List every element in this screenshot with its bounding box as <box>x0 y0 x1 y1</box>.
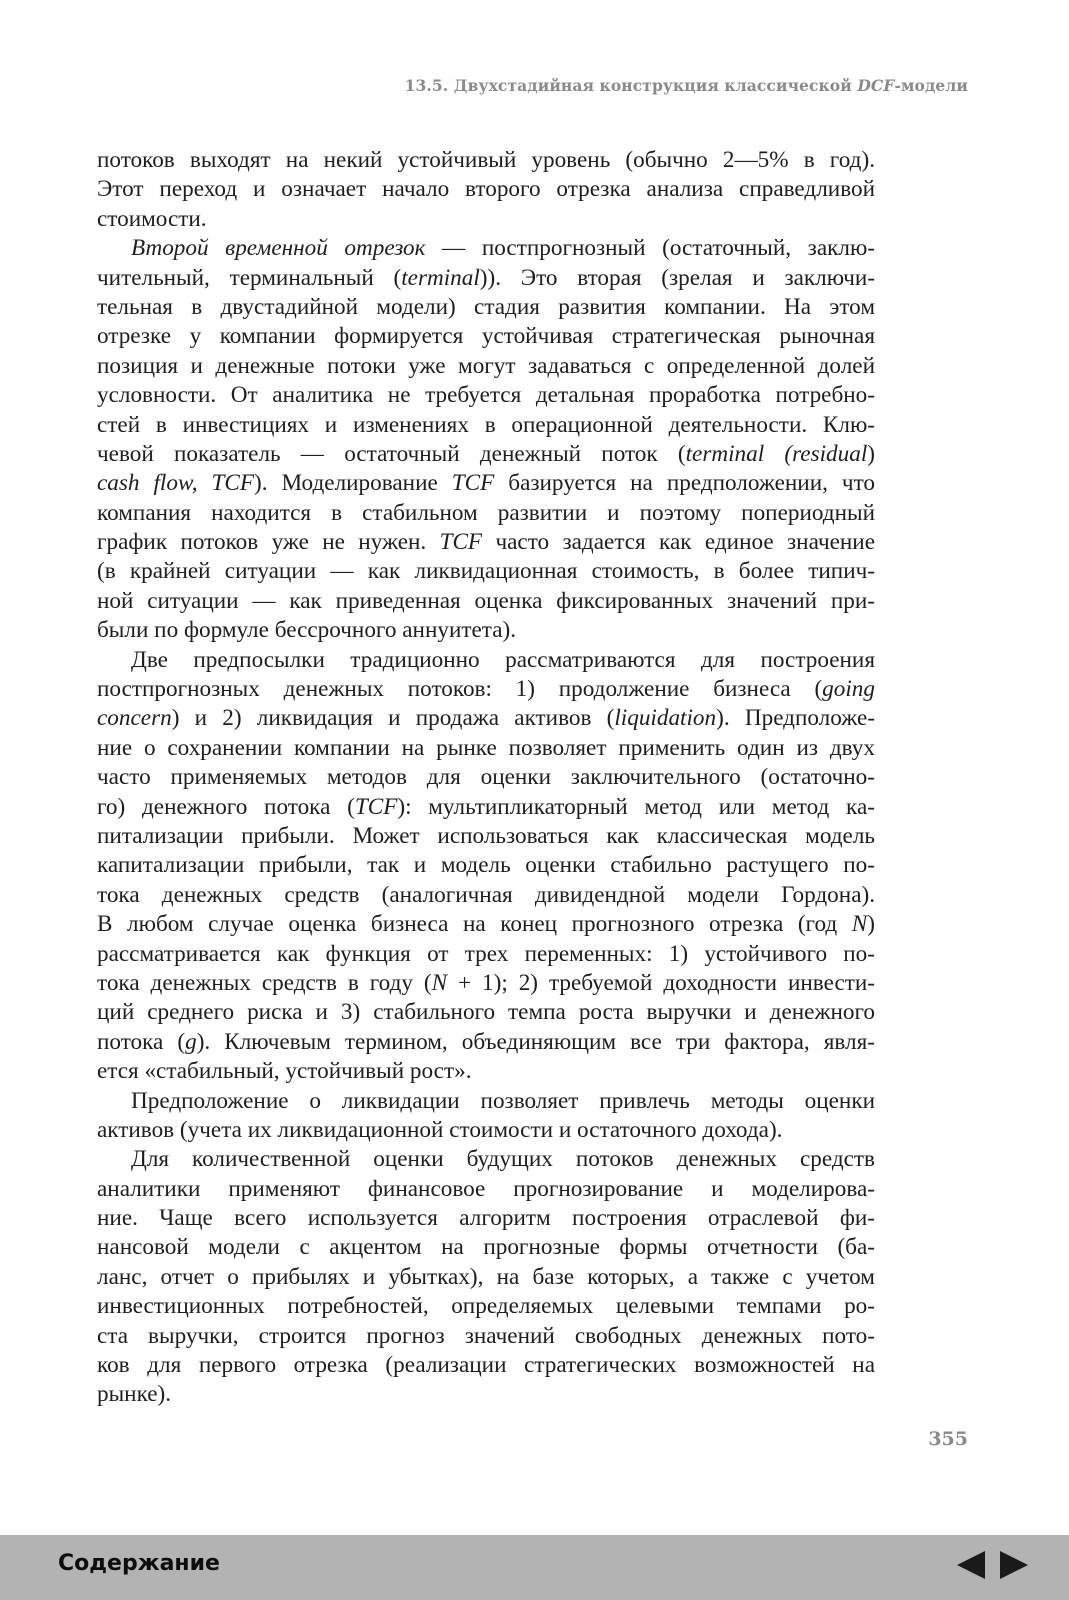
text-line: капитализации прибыли, так и модель оценки стабильно растущего по- <box>97 852 875 879</box>
running-head <box>405 76 968 95</box>
footer-bar <box>0 1535 1069 1600</box>
emphasis: Второй временной отрезок <box>131 235 426 262</box>
text-line: тока денежных средств в году (N + 1); 2) требуемой доходности инвести- <box>97 969 875 996</box>
triangle-left-icon <box>954 1548 988 1582</box>
text-line: стоимости. <box>97 205 207 232</box>
running-head-prefix: 13.5. Двухстадийная конструкция классической <box>404 76 858 95</box>
text-line: чевой показатель — остаточный денежный поток (terminal (residual) <box>97 440 875 467</box>
text-line: рассматривается как функция от трех переменных: 1) устойчивого по- <box>97 940 875 967</box>
triangle-right-icon <box>997 1548 1031 1582</box>
text-line: аналитики применяют финансовое прогнозирование и моделирова- <box>97 1175 875 1202</box>
text-line: ние о сохранении компании на рынке позволяет применить один из двух <box>97 734 875 761</box>
emphasis: cash flow, TCF <box>97 470 255 497</box>
text-line: ста выручки, строится прогноз значений свободных денежных пото- <box>97 1322 875 1349</box>
emphasis: N <box>851 911 868 938</box>
text-line: отрезке у компании формируется устойчивая стратегическая рыночная <box>97 323 875 350</box>
text-line: тока денежных средств (аналогичная дивидендной модели Гордона). <box>97 881 875 908</box>
contents-link[interactable]: Содержание <box>58 1551 220 1576</box>
text-line: ется «стабильный, устойчивый рост». <box>97 1058 472 1085</box>
text-line: ланс, отчет о прибылях и убытках), на базе которых, а также с учетом <box>97 1263 875 1290</box>
text-line: условности. От аналитика не требуется детальная проработка потребно- <box>97 382 875 409</box>
text-line: тельная в двустадийной модели) стадия развития компании. На этом <box>97 293 875 320</box>
page-number: 355 <box>928 1428 968 1450</box>
emphasis: going <box>822 676 875 703</box>
text-line: ков для первого отрезка (реализации стратегических возможностей на <box>97 1352 875 1379</box>
next-page-button[interactable] <box>997 1548 1031 1582</box>
text-line: ций среднего риска и 3) стабильного темпа роста выручки и денежного <box>97 999 875 1026</box>
text-line: Для количественной оценки будущих потоков денежных средств <box>131 1146 875 1173</box>
text-line: были по формуле бессрочного аннуитета). <box>97 617 517 644</box>
text-line: ние. Чаще всего используется алгоритм построения отраслевой фи- <box>97 1205 875 1232</box>
text-line: постпрогнозных денежных потоков: 1) продолжение бизнеса (going <box>97 676 875 703</box>
running-head-dcf: DCF <box>857 76 895 95</box>
text-line: Две предпосылки традиционно рассматриваются для построения <box>131 646 875 673</box>
running-head-suffix: -модели <box>894 76 968 95</box>
text-line: нансовой модели с акцентом на прогнозные формы отчетности (ба- <box>97 1234 875 1261</box>
text-line: чительный, терминальный (terminal)). Это вторая (зрелая и заключи- <box>97 264 875 291</box>
text-line: го) денежного потока (TCF): мультипликаторный метод или метод ка- <box>97 793 875 820</box>
emphasis: terminal <box>401 264 480 291</box>
text-line: активов (учета их ликвидационной стоимости и остаточного дохода). <box>97 1116 783 1143</box>
emphasis: N <box>431 969 448 996</box>
text-line: часто применяемых методов для оценки заключительного (остаточно- <box>97 764 875 791</box>
text-line: ной ситуации — как приведенная оценка фиксированных значений при- <box>97 587 875 614</box>
text-line: cash flow, TCF). Моделирование TCF базируется на предположении, что <box>97 470 875 497</box>
emphasis: TCF <box>354 793 398 820</box>
text-line: Этот переход и означает начало второго отрезка анализа справедливой <box>97 176 875 203</box>
emphasis: concern <box>97 705 172 732</box>
text-line: рынке). <box>97 1381 172 1408</box>
text-line: (в крайней ситуации — как ликвидационная стоимость, в более типич- <box>97 558 875 585</box>
emphasis: liquidation <box>614 705 717 732</box>
previous-page-button[interactable] <box>954 1548 988 1582</box>
text-line: Предположение о ликвидации позволяет привлечь методы оценки <box>131 1087 875 1114</box>
text-line: concern) и 2) ликвидация и продажа активов (liquidation). Предположе- <box>97 705 875 732</box>
text-line: потоков выходят на некий устойчивый уровень (обычно 2—5% в год). <box>97 147 875 173</box>
text-line: инвестиционных потребностей, определяемых целевыми темпами ро- <box>97 1293 875 1320</box>
text-line: компания находится в стабильном развитии и поэтому попериодный <box>97 499 875 526</box>
emphasis: TCF <box>439 529 483 556</box>
text-line: Второй временной отрезок — постпрогнозный (остаточный, заклю- <box>131 235 875 262</box>
text-line: стей в инвестициях и изменениях в операционной деятельности. Клю- <box>97 411 875 438</box>
emphasis: terminal (residual <box>685 440 868 467</box>
text-line: потока (g). Ключевым термином, объединяющим все три фактора, явля- <box>97 1028 875 1055</box>
text-line: график потоков уже не нужен. TCF часто задается как единое значение <box>97 529 876 556</box>
text-line: В любом случае оценка бизнеса на конец прогнозного отрезка (год N) <box>97 911 875 938</box>
emphasis: TCF <box>451 470 495 497</box>
text-line: позиция и денежные потоки уже могут задаваться с определенной долей <box>97 352 875 379</box>
text-line: питализации прибыли. Может использоваться как классическая модель <box>97 822 875 849</box>
body-text <box>97 146 875 1410</box>
emphasis: g <box>185 1028 197 1055</box>
